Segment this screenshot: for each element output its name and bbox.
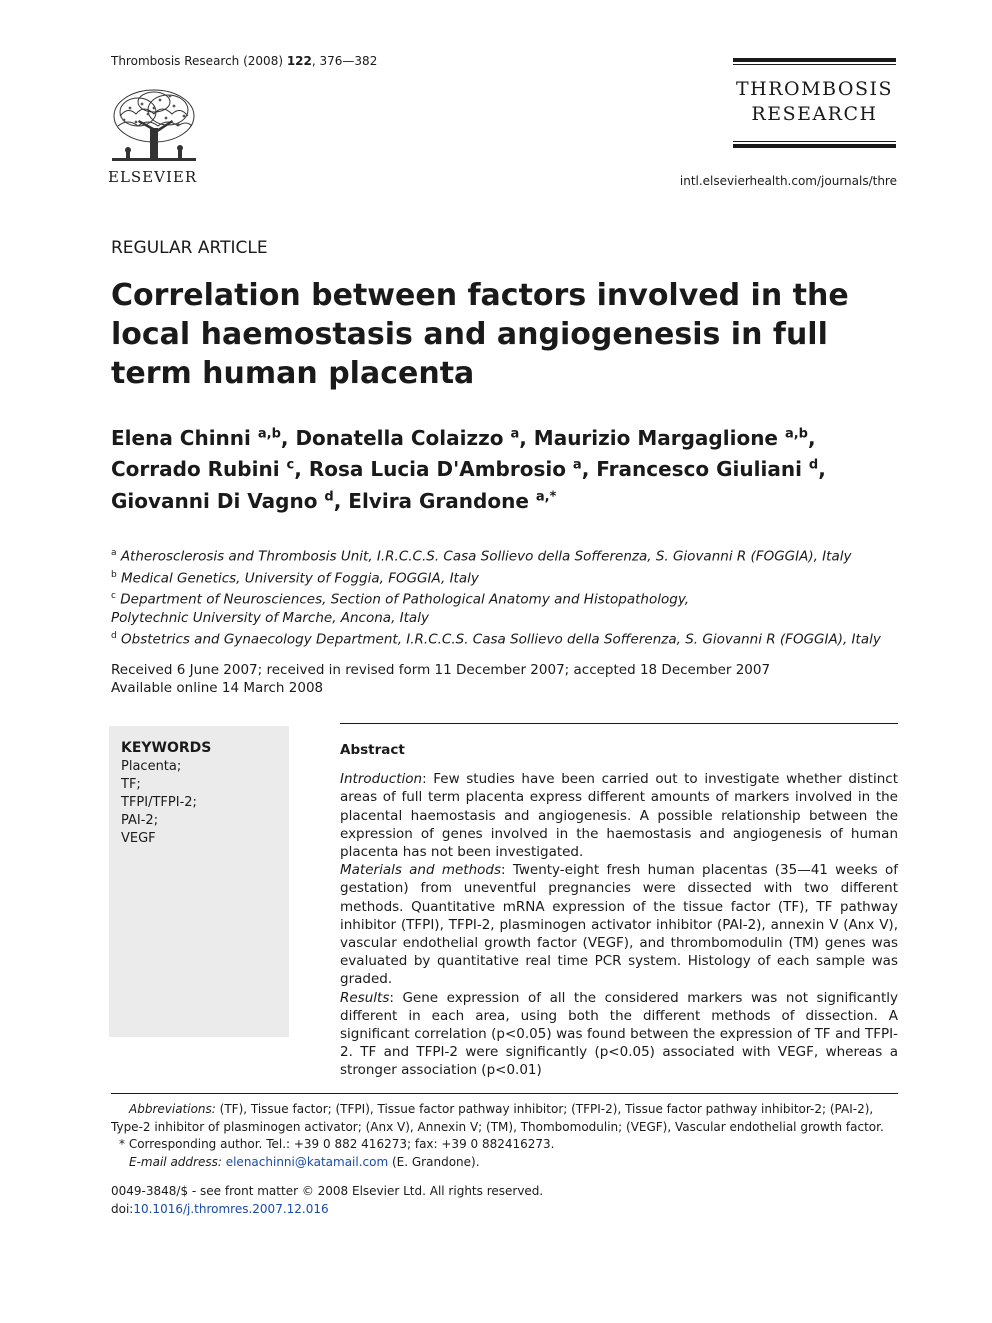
email-link[interactable]: elenachinni@katamail.com <box>225 1154 389 1169</box>
journal-url[interactable]: intl.elsevierhealth.com/journals/thre <box>679 174 897 188</box>
abstract-heading: Abstract <box>340 742 405 758</box>
journal-name: THROMBOSIS RESEARCH <box>735 78 893 125</box>
author-list <box>111 420 901 515</box>
journal-citation: Thrombosis Research (2008) 122, 376—382 <box>111 54 378 68</box>
author-affiliation-mark: a,b <box>257 426 281 441</box>
journal-rule-top <box>733 58 896 62</box>
author: Elena Chinni $^{a,b}$, <box>111 425 296 450</box>
author: Giovanni Di Vagno $^d$, <box>111 488 349 513</box>
email-note: E-mail address: elenachinni@katamail.com (E. Grandone). <box>129 1154 480 1169</box>
affiliation: $^a$ Atherosclerosis and Thrombosis Unit, I.R.C.C.S. Casa Sollievo della Sofferenza, S. Giovanni R (FOGGIA), Italy <box>111 548 852 565</box>
author: Maurizio Margaglione $^{a,b}$, <box>533 425 816 450</box>
author-affiliation-mark: c <box>286 457 295 473</box>
abstract-divider <box>340 723 898 724</box>
author-affiliation-mark: a <box>510 426 520 441</box>
journal-logo <box>733 58 896 148</box>
abbreviations-note: Abbreviations: (TF), Tissue factor; (TFPI), Tissue factor pathway inhibitor; (TFPI-2), Tissue factor pathway inhibitor-2; (PAI-2), Type-2 inhibitor of plasminogen activator; (Anx V), Annexin V; (TM), Thombomodulin; (VEGF), Vascular endothelial growth factor. <box>111 1102 884 1134</box>
journal-rule-bottom-thin <box>733 141 896 142</box>
author-affiliation-mark: d <box>324 489 334 505</box>
abstract-introduction: Introduction: Few studies have been carried out to investigate whether distinct areas of full term placenta express different amounts of markers involved in the placental haemostasis and angiogenesis. A possible relationship between the expression of genes involved in the haemostasis and angiogenesis of human placenta has not been investigated. <box>340 771 898 861</box>
article-dates <box>111 661 901 697</box>
author: Rosa Lucia D'Ambrosio $^a$, <box>308 457 597 482</box>
keyword: Placenta; <box>121 759 182 774</box>
footnote-divider <box>111 1093 898 1094</box>
abstract-methods: Materials and methods: Twenty-eight fresh human placentas (35—41 weeks of gestation) from uneventful pregnancies were dissected with two different methods. Quantitative mRNA expression of the tissue factor (TF), TF pathway inhibitor (TFPI), TFPI-2, plasminogen activator inhibitor (PAI-2), annexin V (Anx V), vascular endothelial growth factor (VEGF), and thrombomodulin (TM) genes was evaluated by quantitative real time PCR system. Histology of each sample was graded. <box>340 862 898 988</box>
author-affiliation-mark: a,* <box>535 489 557 505</box>
journal-rule-bottom <box>733 144 896 148</box>
citation-volume: 122 <box>286 54 312 68</box>
copyright-line: 0049-3848/$ - see front matter © 2008 Elsevier Ltd. All rights reserved. <box>111 1184 544 1198</box>
keyword: PAI-2; <box>121 813 159 828</box>
author: Francesco Giuliani $^d$, <box>596 457 826 482</box>
online-date: Available online 14 March 2008 <box>111 680 324 696</box>
elsevier-tree-icon <box>108 86 200 166</box>
received-dates: Received 6 June 2007; received in revised form 11 December 2007; accepted 18 December 2007 <box>111 662 771 678</box>
abstract <box>340 741 898 1080</box>
affiliation-list <box>111 544 901 648</box>
keywords-panel <box>109 726 289 1037</box>
corresponding-author-note: * Corresponding author. Tel.: +39 0 882 416273; fax: +39 0 882416273. <box>119 1137 555 1151</box>
author: Elvira Grandone $^{a,*}$ <box>348 488 557 513</box>
publisher-name: ELSEVIER <box>108 168 198 186</box>
author-affiliation-mark: a <box>572 457 582 473</box>
affiliation: $^d$ Obstetrics and Gynaecology Department, I.R.C.C.S. Casa Sollievo della Sofferenza, S. Giovanni R (FOGGIA), Italy <box>111 630 881 647</box>
elsevier-logo <box>108 86 204 186</box>
affiliation: $^b$ Medical Genetics, University of Foggia, FOGGIA, Italy <box>111 569 479 586</box>
article-type: REGULAR ARTICLE <box>111 238 268 258</box>
author: Corrado Rubini $^c$, <box>111 457 309 482</box>
author: Donatella Colaizzo $^a$, <box>295 425 534 450</box>
author-affiliation-mark: a,b <box>784 426 808 441</box>
doi-line: doi:10.1016/j.thromres.2007.12.016 <box>111 1202 329 1216</box>
keyword: VEGF <box>121 831 156 846</box>
footnotes <box>111 1101 898 1171</box>
copyright-block <box>111 1182 898 1218</box>
keyword: TFPI/TFPI-2; <box>121 795 197 810</box>
author-affiliation-mark: d <box>808 457 819 473</box>
abstract-results: Results: Gene expression of all the considered markers was not significantly different in each area, using both the different methods of dissection. A significant correlation (p<0.05) was found between the expression of TF and TFPI-2. TF and TFPI-2 were significantly (p<0.05) associated with VEGF, whereas a stronger association (p<0.01) <box>340 989 898 1079</box>
keywords-heading: KEYWORDS <box>121 740 212 756</box>
doi-link[interactable]: 10.1016/j.thromres.2007.12.016 <box>133 1202 329 1216</box>
keyword: TF; <box>121 777 141 792</box>
journal-rule-top-thin <box>733 64 896 65</box>
affiliation: $^c$ Department of Neurosciences, Section of Pathological Anatomy and Histopathology, Polytechnic University of Marche, Ancona, Italy <box>111 591 690 626</box>
article-title: Correlation between factors involved in the local haemostasis and angiogenesis in full term human placenta <box>111 278 849 391</box>
